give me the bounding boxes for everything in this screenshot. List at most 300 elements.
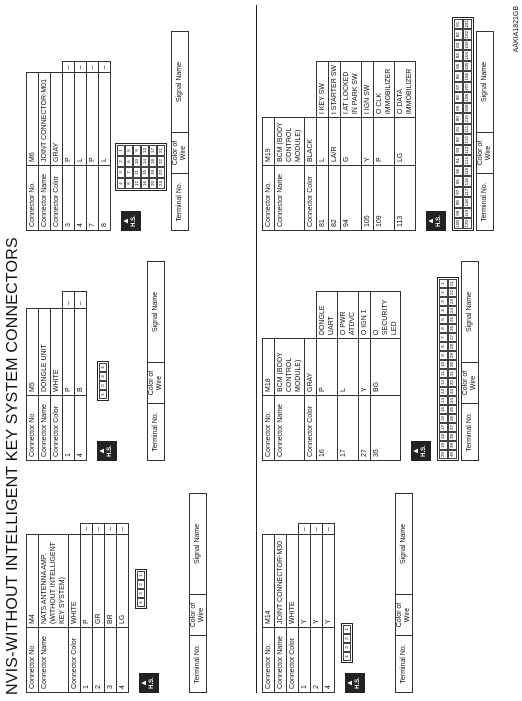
pin: 8 — [125, 178, 133, 189]
connector-name-label: Connector Name — [275, 628, 287, 693]
connector-no-label: Connector No. — [263, 166, 275, 231]
connector-icon: ▲ — [121, 217, 130, 225]
terminal-no-cell: 81 — [317, 166, 329, 231]
pin: 113 — [463, 145, 472, 156]
pin: 11 — [133, 167, 141, 178]
connector-face — [437, 277, 459, 461]
connector-diagram — [131, 475, 187, 693]
page-title: NVIS-WITHOUT INTELLIGENT KEY SYSTEM CONNECTORS — [4, 237, 21, 695]
pin: 100 — [454, 219, 463, 230]
connector-no-value: M5 — [27, 309, 39, 396]
connector-panel-m4 — [26, 475, 207, 693]
terminal-no-cell: 105 — [362, 166, 374, 231]
connector-no-value: M19 — [263, 118, 275, 166]
pin: 36 — [448, 414, 457, 423]
pin: 111 — [463, 124, 472, 135]
pin: 21 — [157, 145, 165, 156]
pin: 105 — [463, 61, 472, 72]
wire-color-header: Color of Wire — [190, 595, 207, 636]
signal-name-cell: – — [99, 62, 111, 73]
wire-color-cell: GR — [93, 534, 105, 627]
wire-color-cell: BR — [105, 534, 117, 627]
table-row — [75, 62, 87, 231]
wire-color-cell: B — [75, 309, 87, 396]
connector-no-label: Connector No. — [263, 396, 275, 461]
connector-color-label: Connector Color — [305, 166, 317, 231]
connector-icon: ▲ — [97, 447, 106, 455]
pin: 22 — [157, 156, 165, 167]
connector-name-value: BCM (BODY CONTROL MODULE) — [275, 339, 305, 396]
signal-name-cell: O PWR ATDVC — [338, 292, 359, 339]
connector-name-label: Connector Name — [39, 628, 69, 693]
pin: 13 — [439, 387, 448, 396]
pin: 12 — [133, 178, 141, 189]
pin: 1 — [439, 279, 448, 288]
pin: 34 — [448, 396, 457, 405]
pin: 2 — [137, 580, 145, 589]
signal-name-cell: – — [93, 524, 105, 535]
connector-header — [262, 61, 416, 231]
table-row — [63, 62, 75, 231]
terminal-table — [461, 261, 479, 461]
connector-name-value: NATS ANTENNA AMP. (WITHOUT INTELLIGENT KEY SYSTEM) — [39, 534, 69, 627]
pin: 23 — [448, 297, 457, 306]
pin: 21 — [448, 279, 457, 288]
terminal-no-cell: 27 — [359, 396, 371, 461]
pin: 20 — [439, 450, 448, 459]
pin: 38 — [448, 432, 457, 441]
table-row — [374, 62, 395, 231]
terminal-no-header: Terminal No. — [462, 404, 479, 461]
wire-color-cell: P — [374, 118, 395, 166]
pin: 118 — [463, 198, 472, 209]
terminal-no-cell: 2 — [93, 628, 105, 693]
signal-name-cell: O SECURITY LED — [371, 292, 401, 339]
pin: 1 — [343, 625, 351, 634]
connector-color-value: WHITE — [69, 534, 81, 627]
table-row — [338, 292, 359, 461]
hs-label: H.S. — [421, 445, 427, 457]
pin: 9 — [133, 145, 141, 156]
pin: 17 — [149, 145, 157, 156]
pin: 7 — [439, 333, 448, 342]
terminal-no-header: Terminal No. — [148, 404, 165, 461]
terminal-no-cell: 94 — [341, 166, 362, 231]
pin: 104 — [463, 51, 472, 62]
pin: 39 — [448, 441, 457, 450]
pin: 112 — [463, 135, 472, 146]
connector-diagram — [403, 243, 459, 461]
connector-icon: ▲ — [139, 679, 148, 687]
pin: 88 — [454, 93, 463, 104]
signal-name-cell: O DATA IMMOBILIZER — [395, 62, 416, 118]
connector-color-label: Connector Color — [51, 396, 63, 461]
connector-color-value: WHITE — [51, 309, 63, 396]
connector-icon: ▲ — [411, 447, 420, 455]
connector-icon: ▲ — [345, 679, 354, 687]
pin: 23 — [157, 167, 165, 178]
pin: 3 — [343, 643, 351, 652]
wire-color-cell: P — [63, 73, 75, 166]
terminal-table — [189, 493, 207, 693]
wire-color-cell: BG — [371, 339, 401, 396]
wire-color-cell: L — [75, 73, 87, 166]
terminal-no-cell: 8 — [99, 166, 111, 231]
table-row — [362, 62, 374, 231]
signal-name-cell: – — [81, 524, 93, 535]
hs-label: H.S. — [355, 677, 361, 689]
connector-panel-m14 — [262, 475, 413, 693]
pin: 31 — [448, 369, 457, 378]
signal-name-cell: – — [87, 62, 99, 73]
pin: 4 — [439, 306, 448, 315]
pin: 14 — [439, 396, 448, 405]
pin: 24 — [448, 306, 457, 315]
table-row — [87, 62, 99, 231]
pin: 115 — [463, 166, 472, 177]
table-row — [341, 62, 362, 231]
wire-color-cell: L — [338, 339, 359, 396]
connector-no-value: M6 — [27, 73, 39, 166]
table-row — [99, 62, 111, 231]
connector-diagram — [337, 475, 393, 693]
pin: 18 — [439, 432, 448, 441]
pin: 2 — [99, 381, 107, 390]
connector-no-value: M18 — [263, 339, 275, 396]
connector-no-label: Connector No. — [27, 628, 39, 693]
wire-color-header: Color of Wire — [172, 133, 189, 174]
signal-name-cell: I STARTER SW — [329, 62, 341, 118]
pin: 91 — [454, 124, 463, 135]
signal-name-cell: I AT LOCKED IN PARK SW — [341, 62, 362, 118]
table-row — [105, 524, 117, 693]
terminal-no-cell: 3 — [105, 628, 117, 693]
connector-no-value: M4 — [27, 534, 39, 627]
wire-color-header: Color of Wire — [462, 363, 479, 404]
connector-face — [341, 623, 353, 663]
pin: 99 — [454, 208, 463, 219]
connector-header — [26, 291, 87, 461]
terminal-table — [476, 31, 494, 231]
connector-name-value: JOINT CONNECTOR-M01 — [39, 73, 51, 166]
pin: 83 — [454, 40, 463, 51]
terminal-table — [171, 31, 189, 231]
terminal-no-header: Terminal No. — [172, 174, 189, 231]
pin: 18 — [149, 156, 157, 167]
pin: 119 — [463, 208, 472, 219]
signal-name-cell: – — [299, 524, 311, 535]
pin: 15 — [141, 167, 149, 178]
pin: 117 — [463, 187, 472, 198]
pin: 4 — [343, 652, 351, 661]
pin: 3 — [117, 167, 125, 178]
pin: 20 — [149, 178, 157, 189]
pin: 27 — [448, 333, 457, 342]
terminal-no-cell: 7 — [87, 166, 99, 231]
terminal-table — [147, 261, 165, 461]
pin: 17 — [439, 423, 448, 432]
signal-name-cell: O IGN 1 — [359, 292, 371, 339]
pin: 10 — [439, 360, 448, 369]
pin: 6 — [125, 156, 133, 167]
connector-panel-m6 — [26, 13, 189, 231]
pin: 86 — [454, 72, 463, 83]
hs-label: H.S. — [131, 215, 137, 227]
wire-color-cell: Y — [323, 535, 335, 628]
signal-name-cell: – — [63, 292, 75, 309]
pin: 7 — [125, 167, 133, 178]
connector-face — [97, 361, 109, 401]
pin: 19 — [439, 441, 448, 450]
pin: 1 — [99, 390, 107, 399]
terminal-no-cell: 4 — [75, 166, 87, 231]
terminal-no-header: Terminal No. — [190, 636, 207, 693]
terminal-no-cell: 113 — [395, 166, 416, 231]
pin: 97 — [454, 187, 463, 198]
table-row — [329, 62, 341, 231]
pin: 24 — [157, 178, 165, 189]
table-row — [93, 524, 105, 693]
harness-side-badge — [411, 441, 431, 461]
pin: 1 — [137, 571, 145, 580]
pin: 114 — [463, 156, 472, 167]
connector-color-value: BLACK — [305, 118, 317, 166]
connector-color-label: Connector Color — [305, 396, 317, 461]
terminal-no-header: Terminal No. — [396, 636, 413, 693]
wire-color-cell: G — [341, 118, 362, 166]
connector-no-value: M14 — [263, 535, 275, 628]
pin: 4 — [117, 178, 125, 189]
connector-name-label: Connector Name — [275, 396, 305, 461]
wire-color-cell: LG — [395, 118, 416, 166]
pin: 25 — [448, 315, 457, 324]
wire-color-cell: P — [87, 73, 99, 166]
pin: 15 — [439, 405, 448, 414]
pin: 93 — [454, 145, 463, 156]
pin: 84 — [454, 51, 463, 62]
signal-name-header: Signal Name — [172, 32, 189, 133]
pin: 35 — [448, 405, 457, 414]
connector-name-value: JOINT CONNECTOR-M30 — [275, 535, 287, 628]
pin: 3 — [439, 297, 448, 306]
pin: 85 — [454, 61, 463, 72]
connector-no-label: Connector No. — [27, 396, 39, 461]
table-row — [371, 292, 401, 461]
harness-side-badge — [345, 673, 365, 693]
harness-side-badge — [426, 211, 446, 231]
pin: 101 — [463, 19, 472, 30]
wire-color-header: Color of Wire — [477, 133, 494, 174]
connector-face — [115, 143, 167, 191]
table-row — [317, 292, 338, 461]
table-row — [359, 292, 371, 461]
connector-color-value: WHITE — [287, 535, 299, 628]
connector-color-value: GRAY — [305, 339, 317, 396]
connector-diagram — [418, 13, 474, 231]
pin: 95 — [454, 166, 463, 177]
pin: 2 — [343, 634, 351, 643]
terminal-no-cell: 1 — [81, 628, 93, 693]
connector-name-value: DONGLE UNIT — [39, 309, 51, 396]
pin: 2 — [117, 156, 125, 167]
table-row — [117, 524, 129, 693]
connector-name-value: BCM (BODY CONTROL MODULE) — [275, 118, 305, 166]
connector-name-label: Connector Name — [39, 166, 51, 231]
terminal-no-cell: 109 — [374, 166, 395, 231]
wire-color-cell: L — [99, 73, 111, 166]
table-row — [75, 292, 87, 461]
terminal-no-cell: 1 — [63, 396, 75, 461]
signal-name-cell: – — [75, 292, 87, 309]
pin: 26 — [448, 324, 457, 333]
pin: 22 — [448, 288, 457, 297]
harness-side-badge — [121, 211, 141, 231]
pin: 37 — [448, 423, 457, 432]
connector-panel-m5 — [26, 243, 165, 461]
terminal-no-header: Terminal No. — [477, 174, 494, 231]
connector-header — [26, 61, 111, 231]
pin: 106 — [463, 72, 472, 83]
signal-name-cell: I IGN SW — [362, 62, 374, 118]
pin: 19 — [149, 167, 157, 178]
pin: 108 — [463, 93, 472, 104]
connector-header — [262, 291, 401, 461]
signal-name-cell: – — [323, 524, 335, 535]
wire-color-cell: Y — [359, 339, 371, 396]
pin: 28 — [448, 342, 457, 351]
hs-label: H.S. — [149, 677, 155, 689]
connector-name-label: Connector Name — [275, 166, 305, 231]
terminal-no-cell: 4 — [323, 628, 335, 693]
pin: 11 — [439, 369, 448, 378]
terminal-no-cell: 82 — [329, 166, 341, 231]
signal-name-cell: – — [105, 524, 117, 535]
terminal-no-cell: 1 — [299, 628, 311, 693]
pin: 12 — [439, 378, 448, 387]
terminal-no-cell: 17 — [338, 396, 359, 461]
wire-color-cell: Y — [362, 118, 374, 166]
harness-side-badge — [139, 673, 159, 693]
pin: 87 — [454, 82, 463, 93]
harness-side-badge — [97, 441, 117, 461]
table-row — [299, 524, 311, 693]
wire-color-cell: L — [317, 118, 329, 166]
pin: 9 — [439, 351, 448, 360]
figure-code: AAKIA1821GB — [513, 6, 520, 53]
wire-color-cell: LA/R — [329, 118, 341, 166]
signal-name-cell: – — [311, 524, 323, 535]
connector-panel-m19 — [262, 13, 494, 231]
pin: 103 — [463, 40, 472, 51]
connector-diagram — [89, 243, 145, 461]
pin: 16 — [141, 178, 149, 189]
terminal-no-cell: 4 — [75, 396, 87, 461]
pin: 96 — [454, 177, 463, 188]
connector-header — [262, 523, 335, 693]
terminal-no-cell: 16 — [317, 396, 338, 461]
section-divider — [256, 5, 257, 693]
signal-name-header: Signal Name — [190, 494, 207, 595]
table-row — [311, 524, 323, 693]
terminal-table — [395, 493, 413, 693]
pin: 116 — [463, 177, 472, 188]
signal-name-header: Signal Name — [462, 262, 479, 363]
connector-header — [26, 523, 129, 693]
table-row — [395, 62, 416, 231]
pin: 14 — [141, 156, 149, 167]
wire-color-cell: Y — [311, 535, 323, 628]
hs-label: H.S. — [107, 445, 113, 457]
pin: 3 — [99, 372, 107, 381]
table-row — [317, 62, 329, 231]
pin: 110 — [463, 114, 472, 125]
pin: 16 — [439, 414, 448, 423]
connector-diagram — [113, 13, 169, 231]
pin: 5 — [439, 315, 448, 324]
table-row — [323, 524, 335, 693]
pin: 107 — [463, 82, 472, 93]
wire-color-cell: P — [81, 534, 93, 627]
connector-color-label: Connector Color — [69, 628, 81, 693]
pin: 102 — [463, 30, 472, 41]
wire-color-header: Color of Wire — [396, 595, 413, 636]
connector-name-label: Connector Name — [39, 396, 51, 461]
connector-panel-m18 — [262, 243, 479, 461]
pin: 30 — [448, 360, 457, 369]
pin: 33 — [448, 387, 457, 396]
pin: 1 — [117, 145, 125, 156]
signal-name-header: Signal Name — [148, 262, 165, 363]
pin: 94 — [454, 156, 463, 167]
connector-color-value: GRAY — [51, 73, 63, 166]
signal-name-header: Signal Name — [396, 494, 413, 595]
hs-label: H.S. — [436, 215, 442, 227]
pin: 82 — [454, 30, 463, 41]
pin: 4 — [137, 598, 145, 607]
wire-color-cell: Y — [299, 535, 311, 628]
connector-no-label: Connector No. — [27, 166, 39, 231]
signal-name-cell: O CLK IMMOBILIZER — [374, 62, 395, 118]
pin: 109 — [463, 103, 472, 114]
pin: 29 — [448, 351, 457, 360]
signal-name-cell: – — [117, 524, 129, 535]
connector-color-label: Connector Color — [287, 628, 299, 693]
pin: 3 — [137, 589, 145, 598]
pin: 89 — [454, 103, 463, 114]
connector-no-label: Connector No. — [263, 628, 275, 693]
signal-name-cell: – — [75, 62, 87, 73]
connector-color-label: Connector Color — [51, 166, 63, 231]
pin: 2 — [439, 288, 448, 297]
terminal-no-cell: 4 — [117, 628, 129, 693]
signal-name-cell: I KEY SW — [317, 62, 329, 118]
terminal-no-cell: 35 — [371, 396, 401, 461]
signal-name-cell: – — [63, 62, 75, 73]
pin: 40 — [448, 450, 457, 459]
pin: 98 — [454, 198, 463, 209]
wire-color-cell: P — [63, 309, 75, 396]
pin: 120 — [463, 219, 472, 230]
pin: 10 — [133, 156, 141, 167]
terminal-no-cell: 3 — [63, 166, 75, 231]
pin: 6 — [439, 324, 448, 333]
wire-color-cell: P — [317, 339, 338, 396]
pin: 13 — [141, 145, 149, 156]
table-row — [63, 292, 75, 461]
signal-name-header: Signal Name — [477, 32, 494, 133]
wire-color-header: Color of Wire — [148, 363, 165, 404]
signal-name-cell: DONGLE UART — [317, 292, 338, 339]
